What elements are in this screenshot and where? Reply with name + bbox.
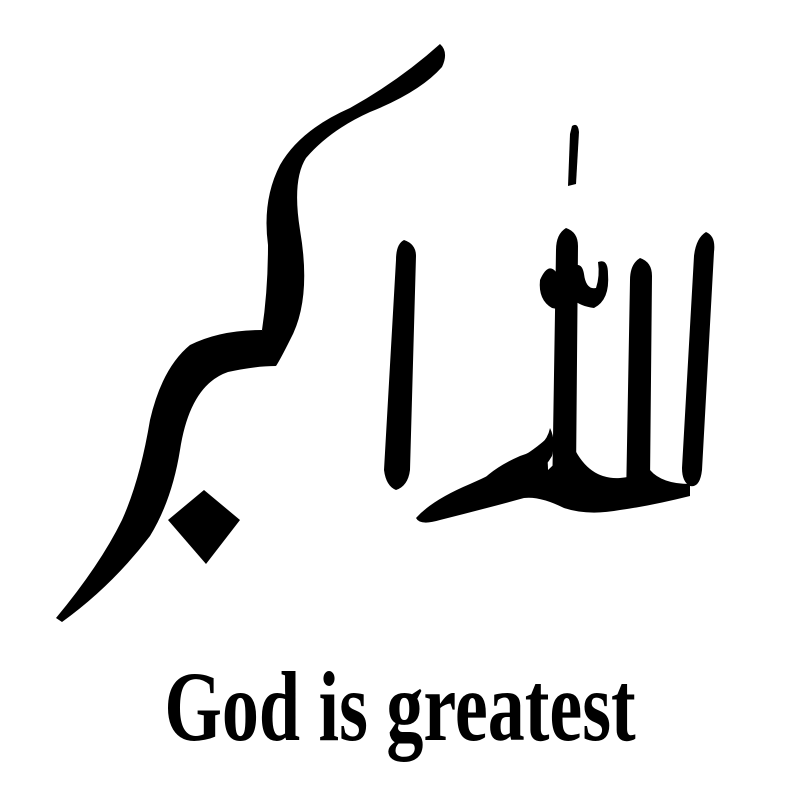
calligraphy-allahu-akbar xyxy=(56,44,714,622)
ha-stroke xyxy=(682,232,714,486)
caption-text: God is greatest xyxy=(164,651,636,762)
dagger-alef-mark xyxy=(568,125,579,186)
kaf-top-stroke xyxy=(262,44,445,366)
alef-stroke xyxy=(384,240,416,490)
lam-stroke-2 xyxy=(626,258,652,502)
ra-diamond xyxy=(168,490,240,564)
kaf-lower-stroke xyxy=(56,330,276,622)
